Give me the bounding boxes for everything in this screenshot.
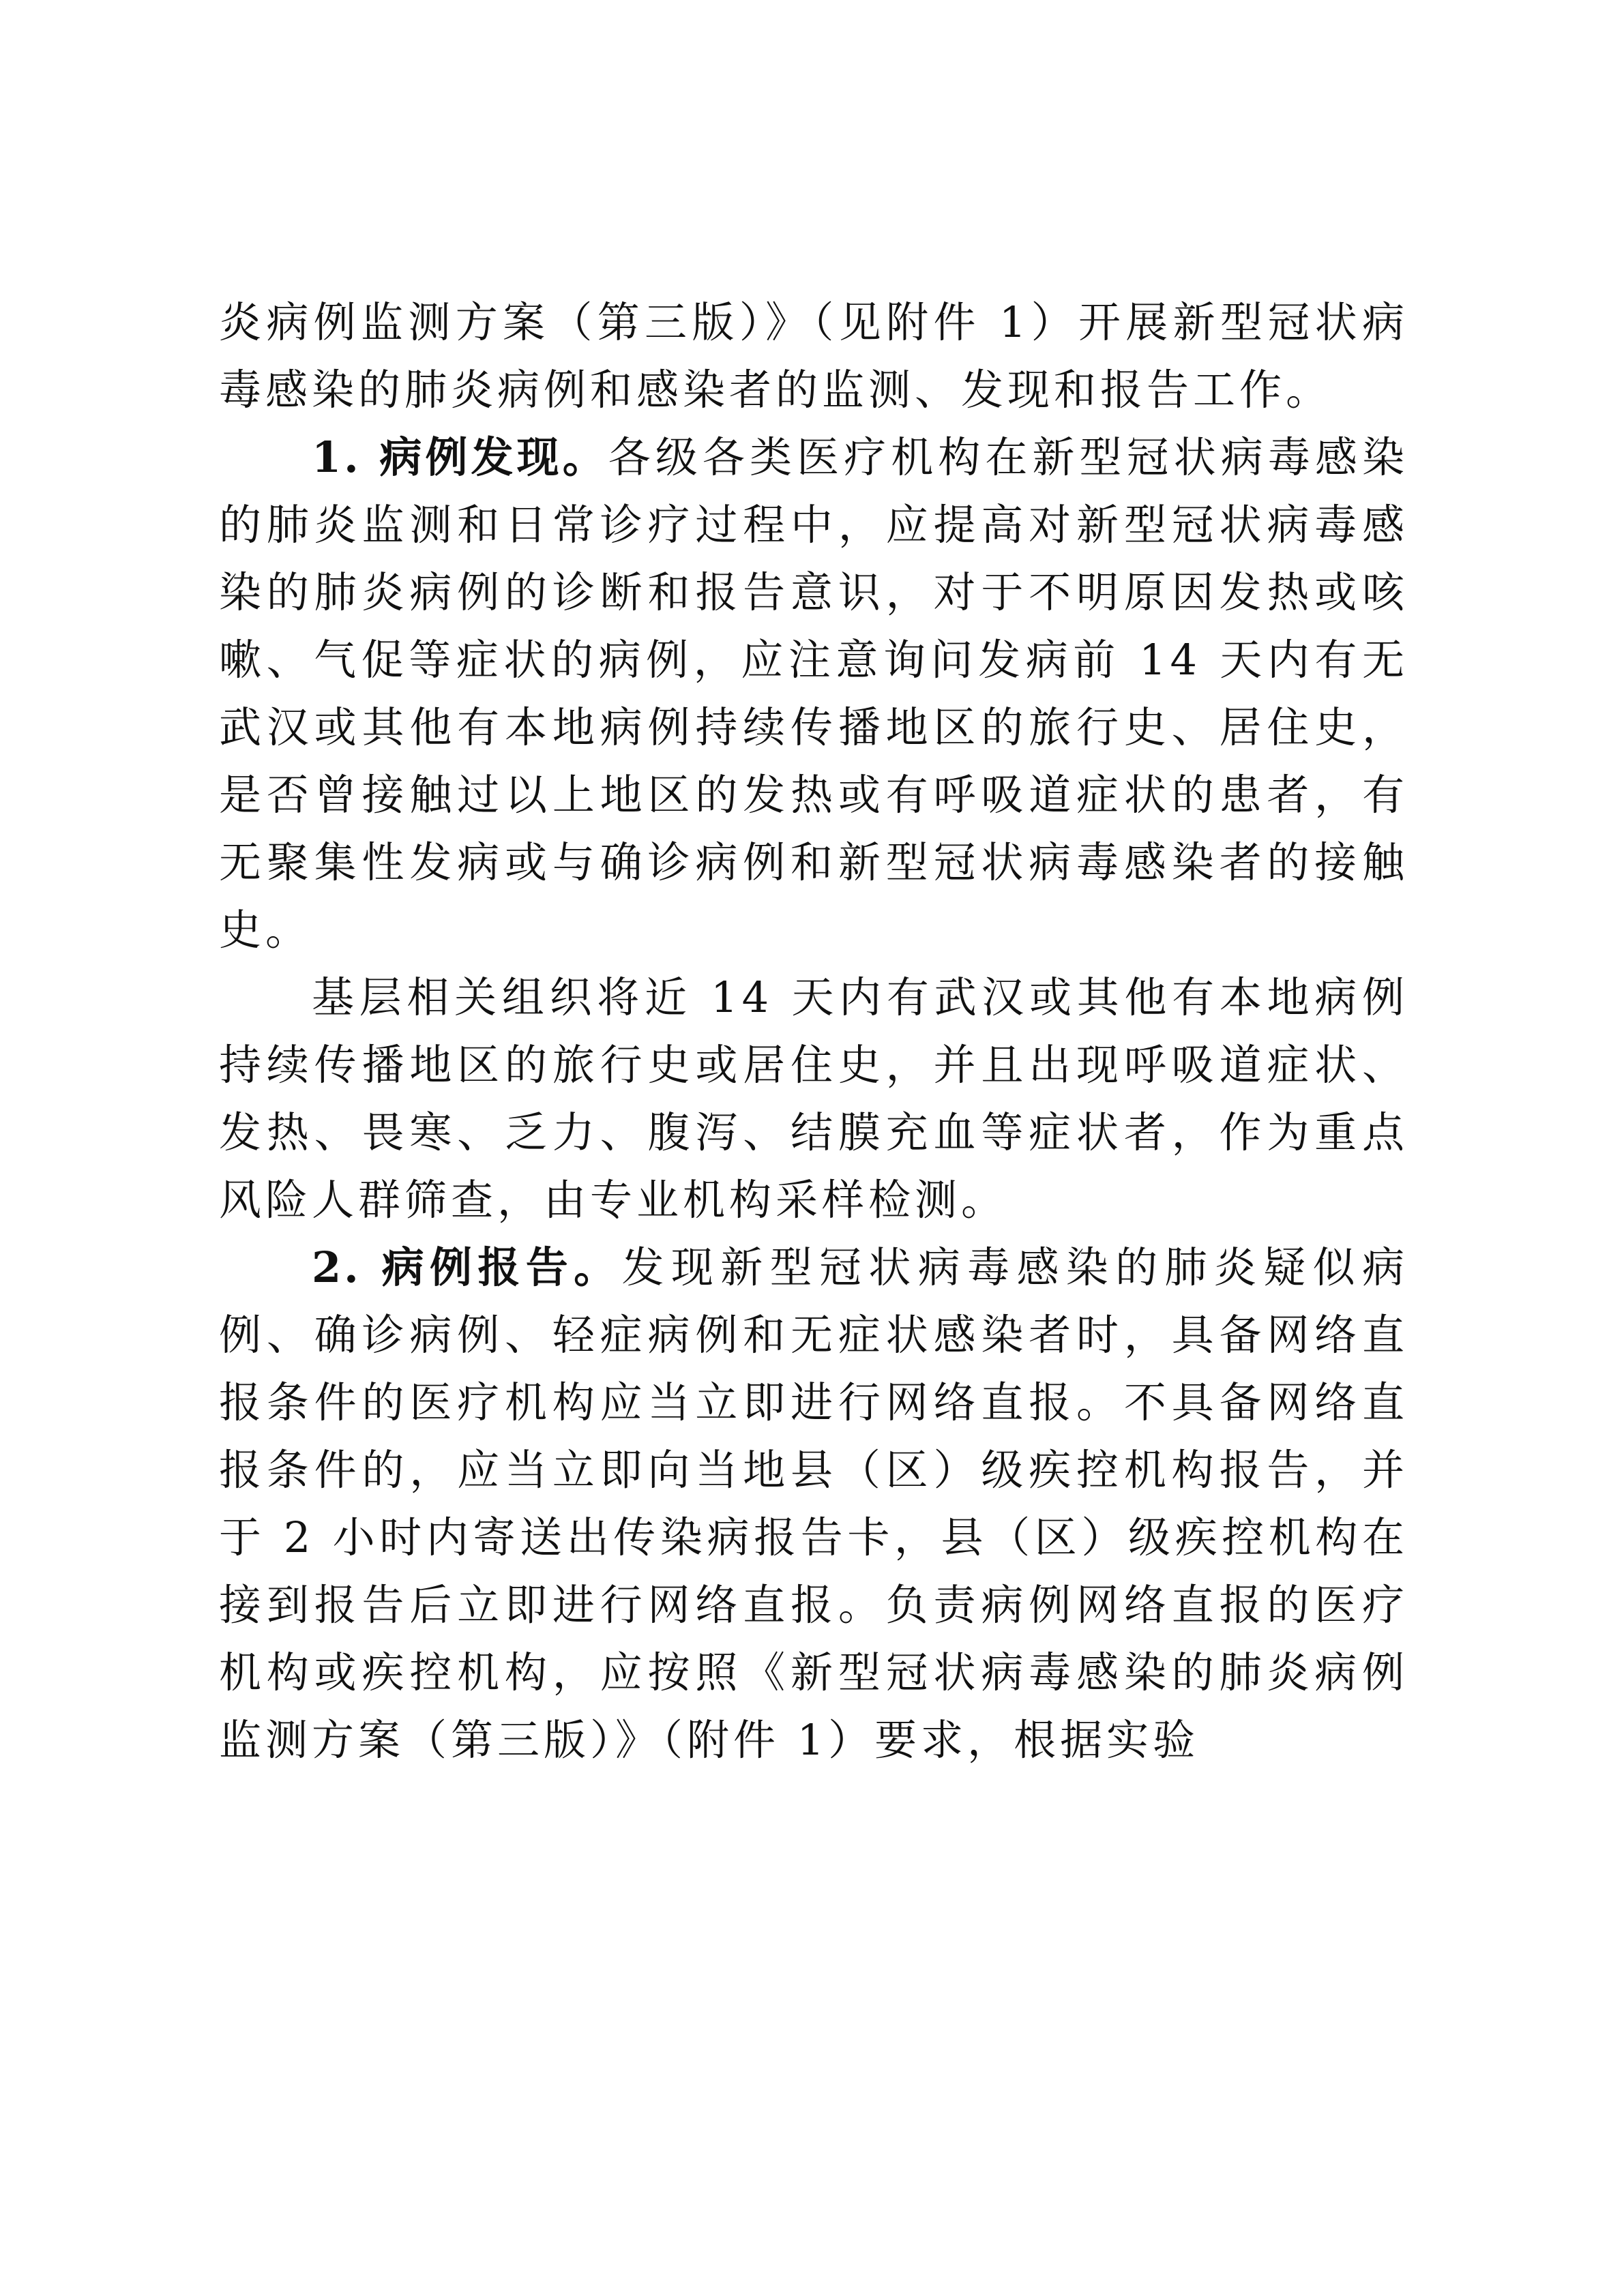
paragraph-text: 发现新型冠状病毒感染的肺炎疑似病例、确诊病例、轻症病例和无症状感染者时，具备网络直报条件的医疗机构应当立即进行网络直报。不具备网络直报条件的，应当立即向当地县（区）级疾控机构报告，并于 2 小时内寄送出传染病报告卡，县（区）级疾控机构在接到报告后立即进行网络直报。负责病例网络直报的医疗机构或疾控机构，应按照《新型冠状病毒感染的肺炎病例监测方案（第三版）》（附件 1）要求，根据实验 [219, 1242, 1408, 1765]
paragraph-text: 炎病例监测方案（第三版）》（见附件 1）开展新型冠状病毒感染的肺炎病例和感染者的监测、发现和报告工作。 [219, 297, 1408, 415]
paragraph-case-reporting [219, 1234, 1408, 1774]
document-body [219, 288, 1408, 1774]
paragraph-continuation [219, 288, 1408, 423]
section-heading-case-reporting: 2. 病例报告。 [312, 1242, 622, 1292]
paragraph-text: 基层相关组织将近 14 天内有武汉或其他有本地病例持续传播地区的旅行史或居住史，并且出现呼吸道症状、发热、畏寒、乏力、腹泻、结膜充血等症状者，作为重点风险人群筛查，由专业机构采样检测。 [219, 972, 1408, 1225]
paragraph-case-discovery [219, 423, 1408, 964]
paragraph-text: 各级各类医疗机构在新型冠状病毒感染的肺炎监测和日常诊疗过程中，应提高对新型冠状病毒感染的肺炎病例的诊断和报告意识，对于不明原因发热或咳嗽、气促等症状的病例，应注意询问发病前 14 天内有无武汉或其他有本地病例持续传播地区的旅行史、居住史，是否曾接触过以上地区的发热或有呼吸道症状的患者，有无聚集性发病或与确诊病例和新型冠状病毒感染者的接触史。 [219, 432, 1408, 955]
paragraph-community-screening [219, 964, 1408, 1234]
section-heading-case-discovery: 1. 病例发现。 [312, 432, 608, 482]
